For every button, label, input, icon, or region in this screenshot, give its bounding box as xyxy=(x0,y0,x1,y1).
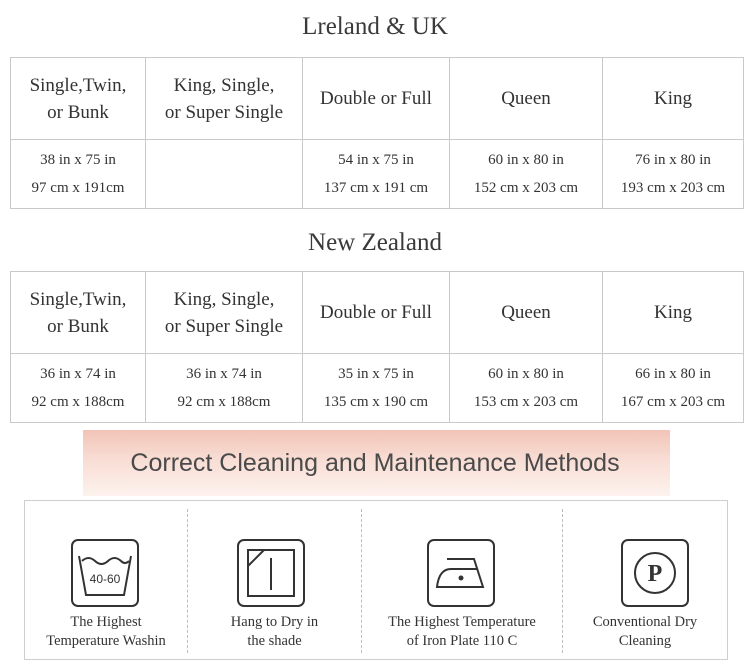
header-cell: King xyxy=(603,58,744,140)
size-cell xyxy=(146,140,303,209)
iron-icon xyxy=(427,539,495,607)
size-cell: 60 in x 80 in 153 cm x 203 cm xyxy=(450,354,603,423)
care-item-iron xyxy=(362,501,562,661)
size-cell: 36 in x 74 in 92 cm x 188cm xyxy=(11,354,146,423)
header-cell: King, Single, or Super Single xyxy=(146,272,303,354)
dry-clean-letter: P xyxy=(647,561,663,587)
header-cell: Single,Twin, or Bunk xyxy=(11,272,146,354)
wash-tub-icon xyxy=(71,539,139,607)
care-instructions-panel xyxy=(24,500,728,660)
care-item-dry-clean xyxy=(563,501,727,661)
table-title-ireland-uk: Lreland & UK xyxy=(302,13,448,40)
table-row xyxy=(11,354,744,423)
care-item-label: Hang to Dry in the shade xyxy=(230,614,319,649)
size-cell: 36 in x 74 in 92 cm x 188cm xyxy=(146,354,303,423)
header-cell: Queen xyxy=(450,272,603,354)
header-cell: Queen xyxy=(450,58,603,140)
wash-temperature-text: 40-60 xyxy=(89,572,121,586)
size-cell: 66 in x 80 in 167 cm x 203 cm xyxy=(603,354,744,423)
care-item-label: The Highest Temperature Washin xyxy=(46,614,166,649)
size-cell: 60 in x 80 in 152 cm x 203 cm xyxy=(450,140,603,209)
header-cell: Single,Twin, or Bunk xyxy=(11,58,146,140)
size-table-ireland-uk xyxy=(10,57,744,209)
care-item-wash xyxy=(25,501,187,661)
dry-clean-icon xyxy=(621,539,689,607)
care-item-label: Conventional Dry Cleaning xyxy=(592,614,698,649)
table-header-row xyxy=(11,58,744,140)
size-cell: 76 in x 80 in 193 cm x 203 cm xyxy=(603,140,744,209)
header-cell: King xyxy=(603,272,744,354)
header-cell: King, Single, or Super Single xyxy=(146,58,303,140)
table-title-new-zealand: New Zealand xyxy=(308,229,442,256)
care-banner-title: Correct Cleaning and Maintenance Methods xyxy=(130,449,620,477)
size-cell: 35 in x 75 in 135 cm x 190 cm xyxy=(303,354,450,423)
size-table-new-zealand xyxy=(10,271,744,423)
header-cell: Double or Full xyxy=(303,58,450,140)
care-item-label: The Highest Temperature of Iron Plate 110 C xyxy=(388,614,536,649)
table-row xyxy=(11,140,744,209)
size-cell: 38 in x 75 in 97 cm x 191cm xyxy=(11,140,146,209)
header-cell: Double or Full xyxy=(303,272,450,354)
size-cell: 54 in x 75 in 137 cm x 191 cm xyxy=(303,140,450,209)
care-item-dry-shade xyxy=(188,501,361,661)
dry-in-shade-icon xyxy=(237,539,305,607)
table-header-row xyxy=(11,272,744,354)
